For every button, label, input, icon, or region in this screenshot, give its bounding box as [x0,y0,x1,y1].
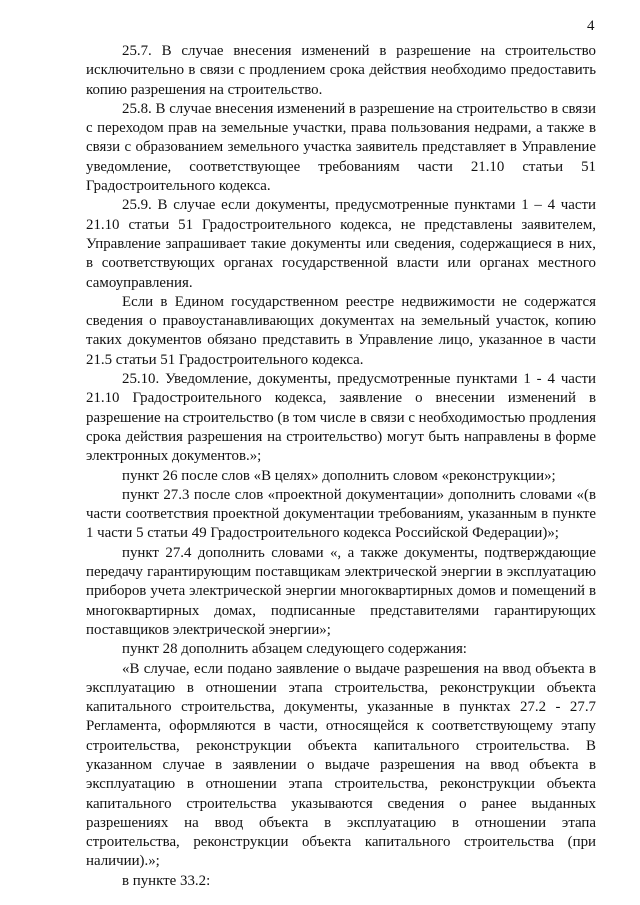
paragraph-item-33-2: в пункте 33.2: [122,872,211,889]
paragraph-25-9: 25.9. В случае если документы, предусмотренные пунктами 1 – 4 части 21.10 статьи 51 Градостроительного кодекса, не представлены заявителем, Управление запрашивает такие документы или сведения, содержащиеся в них, в соответствующих органах государственной власти или органах местного самоуправления. [86,197,596,291]
paragraph-25-8: 25.8. В случае внесения изменений в разрешение на строительство в связи с переходом прав на земельные участки, права пользования недрами, а также в связи с образованием земельного участка заявитель представляет в Управление уведомление, соответствующее требованиям части 21.10 статьи 51 Градостроительного кодекса. [86,100,596,195]
paragraph-item-28: пункт 28 дополнить абзацем следующего содержания: [122,641,467,658]
paragraph-25-10: 25.10. Уведомление, документы, предусмотренные пунктами 1 - 4 части 21.10 Градостроительного кодекса, заявление о внесении изменений в разрешение на строительство (в том числе в связи с необходимостью продления срока действия разрешения на строительство) могут быть направлены в форме электронных документов.»; [86,371,596,465]
paragraph-item-28-addition: «В случае, если подано заявление о выдаче разрешения на ввод объекта в эксплуатацию в отношении этапа строительства, реконструкции объекта капитального строительства, документы, указанные в пунктах 27.2 - 27.7 Регламента, оформляются в части, относящейся к соответствующему этапу строительства, реконструкции объекта капитального строительства. В указанном случае в заявлении о выдаче разрешения на ввод объекта в эксплуатацию в отношении этапа строительства, реконструкции объекта капитального строительства указываются сведения о ранее выданных разрешениях на ввод объекта в эксплуатацию в отношении этапа строительства, реконструкции объекта капитального строительства (при наличии).»; [86,660,596,870]
page-number: 4 [587,18,595,34]
paragraph-item-27-3: пункт 27.3 после слов «проектной документации» дополнить словами «(в части соответствия проектной документации требованиям, указанным в пункте 1 части 5 статьи 49 Градостроительного кодекса Российской Федерации)»; [86,486,596,542]
paragraph-25-7: 25.7. В случае внесения изменений в разрешение на строительство исключительно в связи с продлением срока действия необходимо предоставить копию разрешения на строительство. [86,43,596,98]
paragraph-item-27-4: пункт 27.4 дополнить словами «, а также документы, подтверждающие передачу гарантирующим поставщикам электрической энергии в эксплуатацию приборов учета электрической энергии многоквартирных домов и помещений в многоквартирных домах, подписанные представителями гарантирующих поставщиков электрической энергии»; [86,544,596,638]
paragraph-egrn: Если в Едином государственном реестре недвижимости не содержатся сведения о правоустанавливающих документах на земельный участок, копию таких документов обязано представить в Управление лицо, указанное в части 21.5 статьи 51 Градостроительного кодекса. [86,293,596,368]
document-body [86,42,596,891]
paragraph-item-26: пункт 26 после слов «В целях» дополнить словом «реконструкции»; [122,467,556,484]
